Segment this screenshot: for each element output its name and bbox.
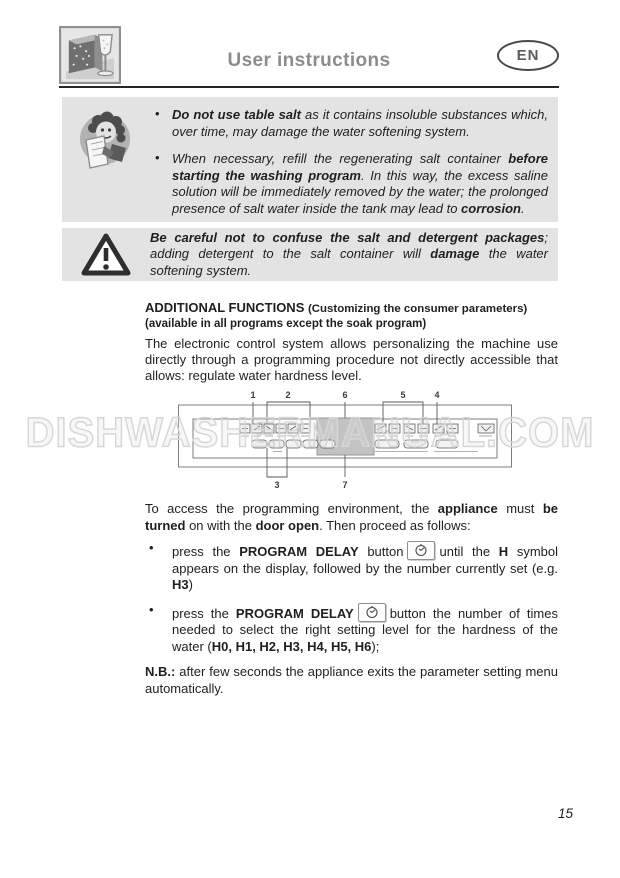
callout-2: 2 [285,390,291,400]
procedure-step-2 [145,603,558,656]
warning-triangle-icon [62,228,150,281]
panel-buttons-left [240,424,310,433]
callout-3: 3 [274,480,280,490]
callout-1: 1 [250,390,256,400]
salt-note-box [62,97,558,222]
salt-note-bullet-2: • When necessary, refill the regenerating salt container before starting the washing program. In this way, the excess saline solution will be immediately removed by the water; the prolonged presence of salt water inside the tank may lead to corrosion. [150,151,548,217]
salt-note-bullet-1: • Do not use table salt as it contains insoluble substances which, over time, may damage the water softening system. [150,107,548,140]
dishwasher-with-glass-icon [59,26,121,84]
procedure-intro: To access the programming environment, the appliance must be turned on with the door open. Then proceed as follows: [145,501,558,533]
callout-6: 6 [342,390,348,400]
section-intro-paragraph: The electronic control system allows personalizing the machine use directly through a programming procedure not directly accessible that allows: regulate water hardness level. [145,336,558,383]
step-2-text-pre: press the PROGRAM DELAY [172,605,354,621]
program-delay-timer-icon [358,603,386,622]
page-title: User instructions [227,49,391,71]
procedure-step-1 [145,541,558,594]
step-1-text-post: until the H symbol appears on the display, followed by the number currently set (e.g. H3) [172,544,558,592]
program-delay-timer-icon [407,541,435,560]
page-header [59,23,559,86]
page-number: 15 [558,806,574,821]
warning-text: Be careful not to confuse the salt and detergent packages; adding detergent to the salt container will damage the water softening system. [150,229,548,278]
step-2-text-post: button the number of times needed to select the right setting level for the hardness of the water (H0, H1, H2, H3, H4, H5, H6); [172,605,558,654]
availability-note: (available in all programs except the soak program) [145,318,427,330]
callout-7: 7 [342,480,348,490]
programming-procedure [145,501,558,697]
step-1-text-pre: press the PROGRAM DELAY button [172,544,404,559]
panel-pill-buttons-left [252,440,335,448]
salt-note-text [150,97,558,222]
control-panel-diagram [178,389,518,493]
panel-display [317,418,374,455]
header-divider [59,86,559,88]
additional-functions-section [145,300,558,384]
callout-4: 4 [434,390,440,400]
watermark: DISHWASHERMANUAL.COM [25,409,595,457]
panel-pill-buttons-right [375,440,458,448]
language-badge: EN [497,40,559,71]
callout-5: 5 [400,390,406,400]
warning-box [62,228,558,281]
additional-functions-heading: ADDITIONAL FUNCTIONS (Customizing the consumer parameters) [145,300,528,315]
advisor-woman-icon [62,97,150,222]
nb-note: N.B.: after few seconds the appliance exits the parameter setting menu automatically. [145,664,558,696]
